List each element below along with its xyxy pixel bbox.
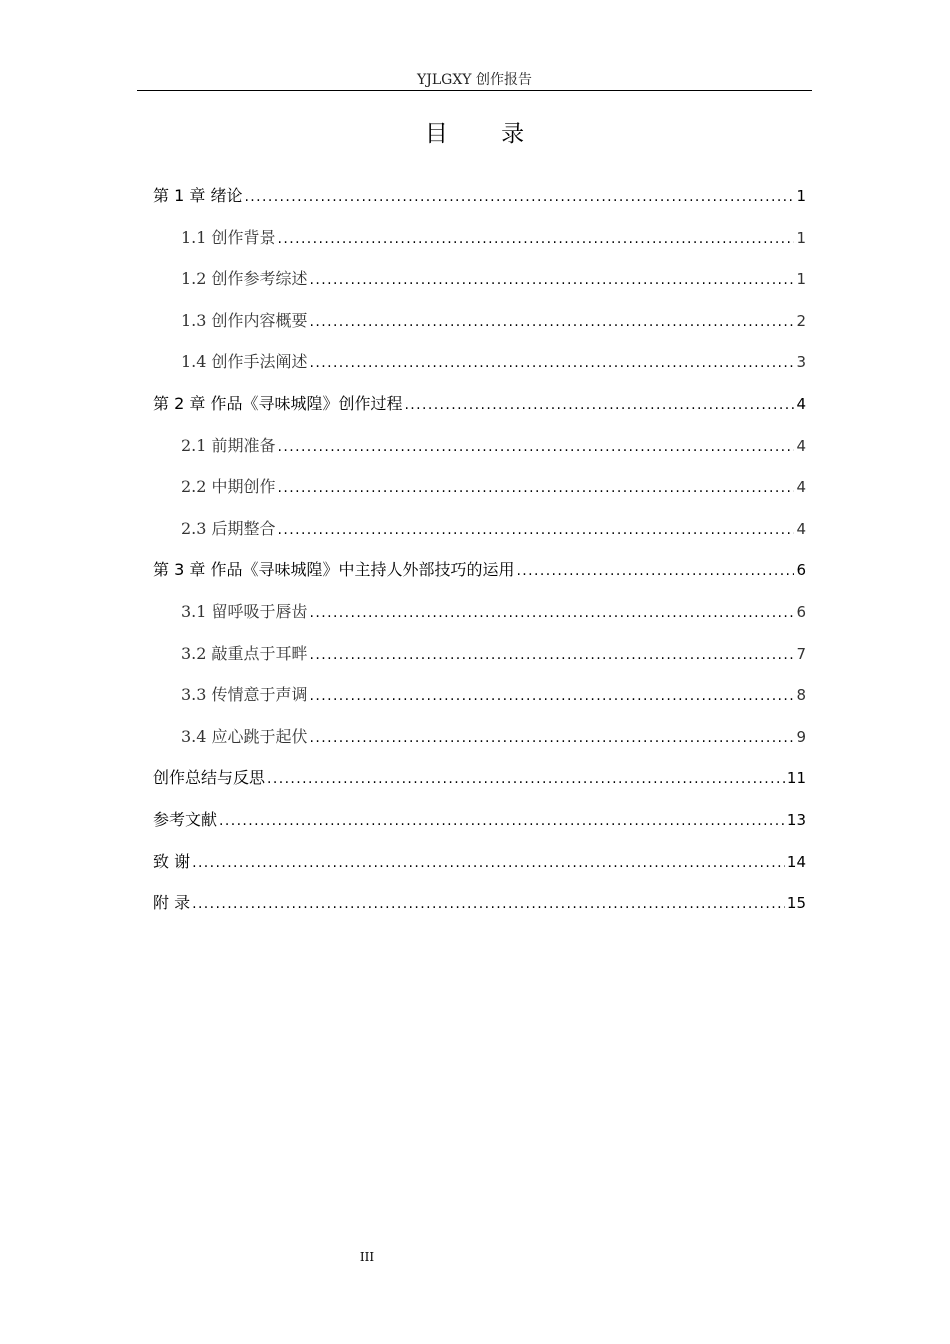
toc-leader-dots: [310, 343, 795, 385]
toc-entry[interactable]: [153, 757, 806, 799]
toc-entry-page: 1: [796, 228, 806, 247]
running-header: YJLGXY 创作报告: [417, 72, 532, 88]
toc-entry-label: 3.1 留呼吸于唇齿: [181, 601, 308, 621]
toc-entry-page: 2: [796, 311, 806, 330]
toc-entry-page: 11: [786, 769, 806, 788]
toc-title-char-1: 目: [424, 121, 448, 147]
toc-leader-dots: [404, 385, 794, 427]
toc-leader-dots: [278, 427, 795, 469]
toc-entry-label: 1.1 创作背景: [181, 227, 276, 247]
toc-leader-dots: [219, 801, 785, 843]
toc-entry[interactable]: [153, 549, 806, 591]
toc-entry[interactable]: [153, 466, 806, 508]
toc-entry-page: 4: [796, 519, 806, 538]
toc-entry[interactable]: [153, 300, 806, 342]
toc-entry-page: 1: [796, 187, 806, 205]
page-number: III: [359, 1250, 375, 1264]
toc-entry[interactable]: [153, 383, 806, 425]
toc-leader-dots: [278, 510, 795, 552]
toc-entry-label: 第 3 章 作品《寻味城隍》中主持人外部技巧的运用: [153, 560, 515, 580]
toc-entry-label: 第 1 章 绪论: [153, 186, 243, 205]
toc-entry-page: 4: [796, 394, 806, 413]
toc-entry-page: 14: [786, 852, 806, 871]
toc-leader-dots: [310, 718, 795, 760]
toc-entry[interactable]: [153, 799, 806, 841]
toc-entry-label: 参考文献: [153, 809, 218, 829]
toc-title: [137, 116, 812, 152]
toc-entry-label: 致 谢: [153, 851, 191, 871]
toc-leader-dots: [310, 635, 795, 677]
toc-entry[interactable]: [153, 716, 806, 758]
toc-entry-label: 附 录: [153, 893, 191, 913]
toc-entry-label: 3.4 应心跳于起伏: [181, 726, 308, 746]
toc-entry-label: 3.2 敲重点于耳畔: [181, 643, 308, 663]
toc-entry[interactable]: [153, 508, 806, 550]
toc-entry[interactable]: [153, 341, 806, 383]
toc-entry-page: 15: [786, 894, 806, 913]
toc-leader-dots: [310, 676, 795, 718]
toc-entry[interactable]: [153, 633, 806, 675]
toc-entry-label: 2.1 前期准备: [181, 435, 276, 455]
toc-entry[interactable]: [153, 217, 806, 259]
toc-leader-dots: [244, 177, 794, 219]
toc-entry-page: 9: [796, 727, 806, 746]
toc-entry[interactable]: [153, 258, 806, 300]
toc-entry-page: 1: [796, 270, 806, 289]
toc-leader-dots: [310, 593, 795, 635]
toc-entry-label: 2.3 后期整合: [181, 518, 276, 538]
toc-entry-label: 2.2 中期创作: [181, 477, 276, 497]
toc-entry[interactable]: [153, 425, 806, 467]
toc-entry-label: 3.3 传情意于声调: [181, 685, 308, 705]
toc-entry[interactable]: [153, 882, 806, 924]
toc-leader-dots: [310, 260, 795, 302]
toc-entry[interactable]: [153, 674, 806, 716]
toc-entry-page: 4: [796, 436, 806, 455]
toc-entry-page: 8: [796, 686, 806, 705]
toc-leader-dots: [278, 468, 795, 510]
toc-leader-dots: [192, 884, 785, 926]
toc-entry-page: 6: [796, 561, 806, 580]
toc-entry-label: 第 2 章 作品《寻味城隍》创作过程: [153, 393, 403, 413]
toc-entry-label: 1.2 创作参考综述: [181, 269, 308, 289]
toc-entry-page: 7: [796, 644, 806, 663]
table-of-contents: [153, 175, 806, 924]
toc-entry[interactable]: [153, 591, 806, 633]
toc-entry[interactable]: [153, 175, 806, 217]
header-rule: [137, 90, 812, 91]
toc-entry-page: 4: [796, 478, 806, 497]
toc-entry[interactable]: [153, 841, 806, 883]
toc-entry-label: 1.3 创作内容概要: [181, 310, 308, 330]
toc-leader-dots: [192, 843, 785, 885]
toc-leader-dots: [278, 219, 795, 261]
toc-entry-page: 6: [796, 602, 806, 621]
toc-title-char-2: 录: [501, 121, 525, 147]
toc-leader-dots: [516, 551, 794, 593]
toc-entry-page: 3: [796, 353, 806, 372]
toc-leader-dots: [267, 759, 785, 801]
toc-entry-page: 13: [786, 810, 806, 829]
toc-leader-dots: [310, 302, 795, 344]
toc-entry-label: 创作总结与反思: [153, 768, 266, 788]
toc-entry-label: 1.4 创作手法阐述: [181, 352, 308, 372]
